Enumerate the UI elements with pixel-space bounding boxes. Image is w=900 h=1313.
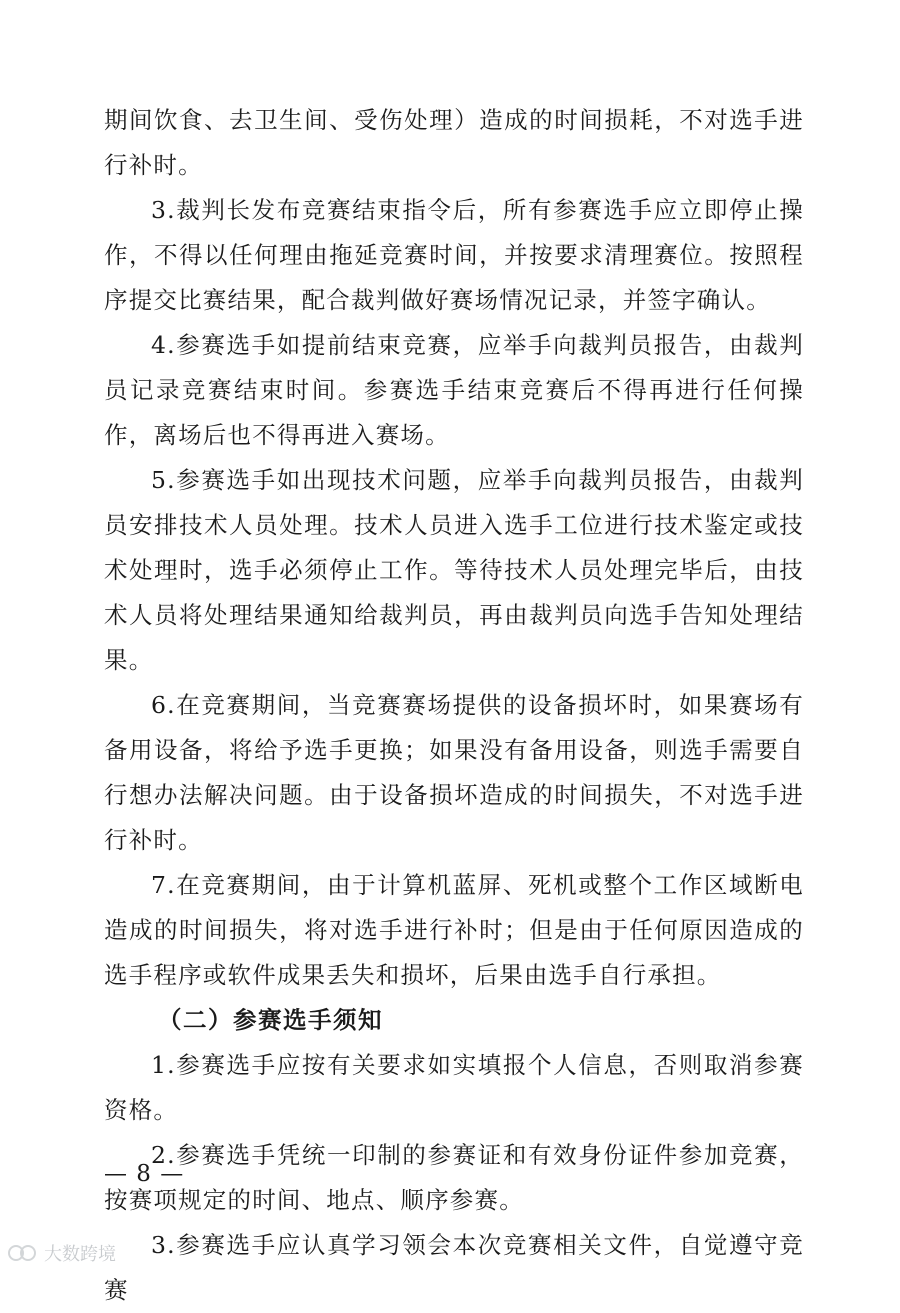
page-number: — 8 — [104,1161,185,1187]
section-paragraph-3: 3.参赛选手应认真学习领会本次竞赛相关文件，自觉遵守竞赛 [104,1231,804,1304]
watermark [8,1240,116,1266]
paragraph-item-7: 7.在竞赛期间，由于计算机蓝屏、死机或整个工作区域断电造成的时间损失，将对选手进行补时；但是由于任何原因造成的选手程序或软件成果丢失和损坏，后果由选手自行承担。 [104,871,804,989]
section-paragraph-2: 2.参赛选手凭统一印制的参赛证和有效身份证件参加竞赛，按赛项规定的时间、地点、顺序参赛。 [104,1141,804,1214]
paragraph-item-3: 3.裁判长发布竞赛结束指令后，所有参赛选手应立即停止操作，不得以任何理由拖延竞赛时间，并按要求清理赛位。按照程序提交比赛结果，配合裁判做好赛场情况记录，并签字确认。 [104,196,804,314]
paragraph-continued: 期间饮食、去卫生间、受伤处理）造成的时间损耗，不对选手进行补时。 [104,106,804,179]
paragraph-item-5: 5.参赛选手如出现技术问题，应举手向裁判员报告，由裁判员安排技术人员处理。技术人员进入选手工位进行技术鉴定或技术处理时，选手必须停止工作。等待技术人员处理完毕后，由技术人员将处理结果通知给裁判员，再由裁判员向选手告知处理结果。 [104,466,804,674]
paragraph-item-6: 6.在竞赛期间，当竞赛赛场提供的设备损坏时，如果赛场有备用设备，将给予选手更换；如果没有备用设备，则选手需要自行想办法解决问题。由于设备损坏造成的时间损失，不对选手进行补时。 [104,691,804,854]
section-heading: （二）参赛选手须知 [158,1006,383,1034]
paragraph-item-4: 4.参赛选手如提前结束竞赛，应举手向裁判员报告，由裁判员记录竞赛结束时间。参赛选手结束竞赛后不得再进行任何操作，离场后也不得再进入赛场。 [104,331,804,449]
double-circle-logo-icon [8,1243,38,1263]
watermark-text: 大数跨境 [44,1244,116,1265]
section-paragraph-1: 1.参赛选手应按有关要求如实填报个人信息，否则取消参赛资格。 [104,1051,804,1124]
document-body [104,98,804,1313]
